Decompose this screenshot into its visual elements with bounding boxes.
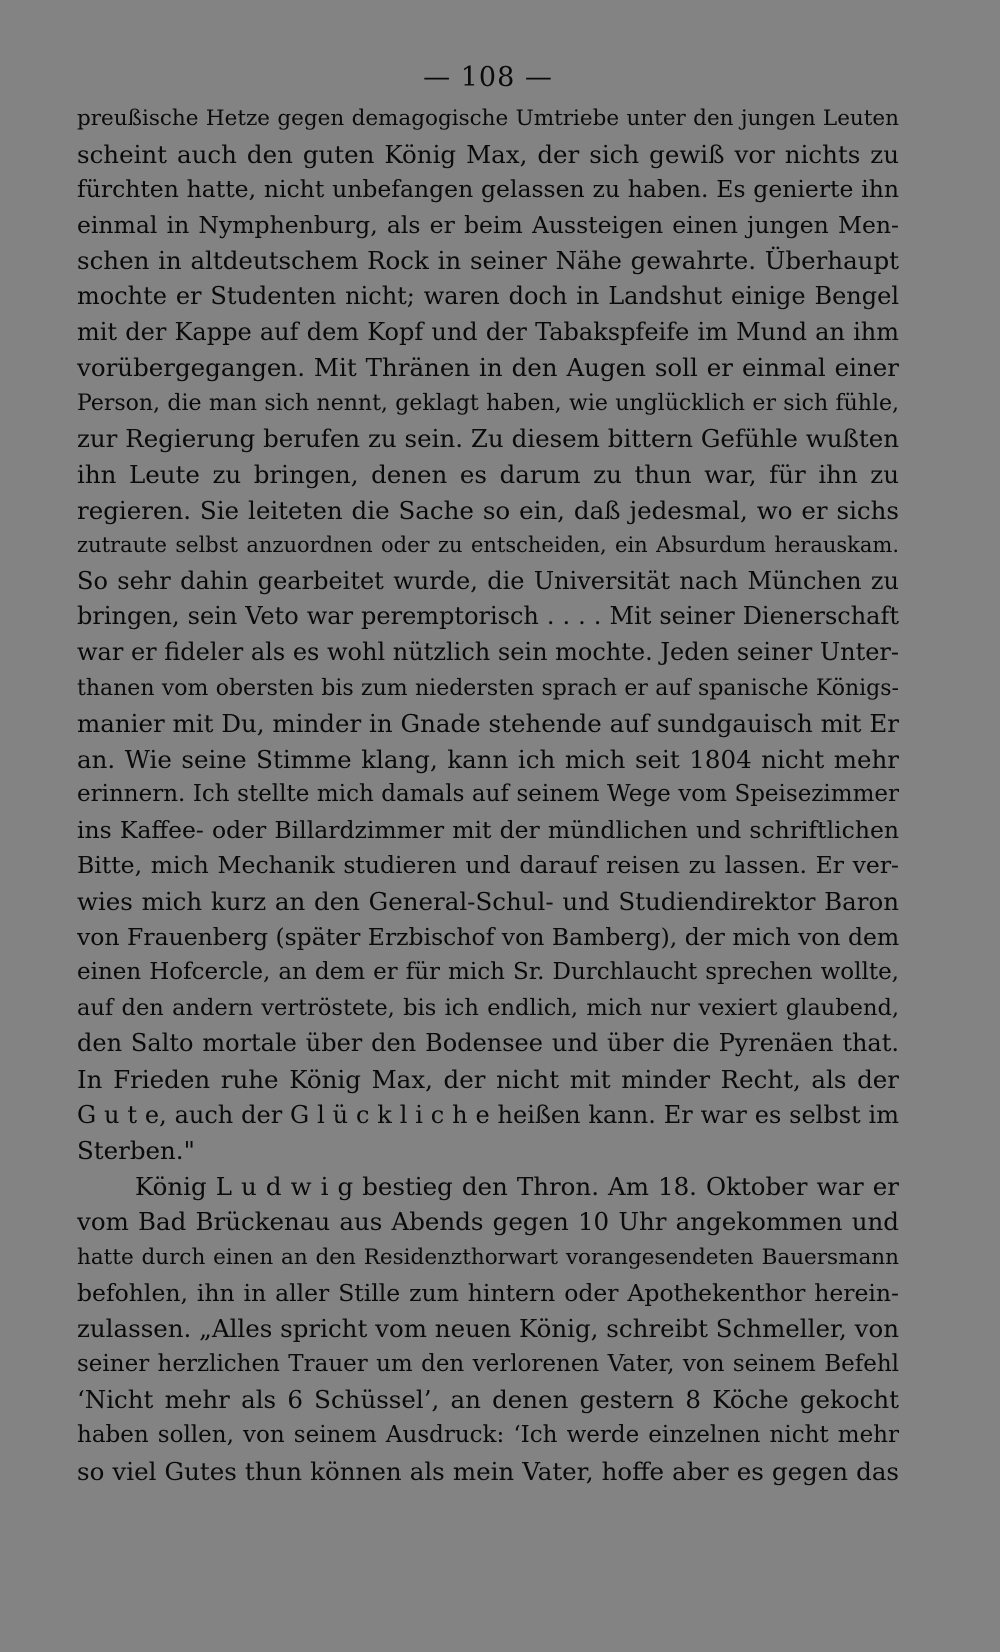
text-line: preußische Hetze gegen demagogische Umtriebe unter den jungen Leuten bbox=[77, 106, 899, 131]
page-number: — 108 — bbox=[423, 62, 553, 93]
text-line: G u t e, auch der G l ü c k l i c h e heißen kann. Er war es selbst im bbox=[77, 1100, 899, 1129]
text-line: Bitte, mich Mechanik studieren und darauf reisen zu lassen. Er ver- bbox=[77, 851, 899, 880]
text-line: einmal in Nymphenburg, als er beim Aussteigen einen jungen Men- bbox=[77, 210, 899, 239]
text-line: auf den andern vertröstete, bis ich endlich, mich nur vexiert glaubend, bbox=[77, 994, 899, 1021]
text-line: erinnern. Ich stellte mich damals auf seinem Wege vom Speisezimmer bbox=[77, 781, 899, 808]
text-line: scheint auch den guten König Max, der sich gewiß vor nichts zu bbox=[77, 139, 899, 169]
text-line: zur Regierung berufen zu sein. Zu diesem bittern Gefühle wußten bbox=[77, 424, 899, 454]
text-line: schen in altdeutschem Rock in seiner Nähe gewahrte. Überhaupt bbox=[77, 246, 899, 276]
text-line-paragraph-end: Sterben." bbox=[77, 1136, 195, 1166]
text-line: regieren. Sie leiteten die Sache so ein, daß jedesmal, wo er sichs bbox=[77, 495, 899, 525]
text-line: befohlen, ihn in aller Stille zum hintern oder Apothekenthor herein- bbox=[77, 1278, 899, 1307]
text-line: manier mit Du, minder in Gnade stehende auf sundgauisch mit Er bbox=[77, 709, 899, 739]
text-line: von Frauenberg (später Erzbischof von Bamberg), der mich von dem bbox=[77, 922, 899, 951]
text-line: zutraute selbst anzuordnen oder zu entscheiden, ein Absurdum herauskam. bbox=[77, 533, 899, 558]
text-line: wies mich kurz an den General-Schul- und Studiendirektor Baron bbox=[77, 887, 899, 917]
text-line: Person, die man sich nennt, geklagt haben, wie unglücklich er sich fühle, bbox=[77, 390, 899, 416]
text-line: haben sollen, von seinem Ausdruck: ‘Ich werde einzelnen nicht mehr bbox=[77, 1421, 899, 1448]
text-line-paragraph-start: König L u d w i g bestieg den Thron. Am 18. Oktober war er bbox=[135, 1171, 899, 1201]
text-line: ‘Nicht mehr als 6 Schüssel’, an denen gestern 8 Köche gekocht bbox=[77, 1385, 899, 1415]
book-page bbox=[77, 58, 899, 1489]
text-line: ihn Leute zu bringen, denen es darum zu thun war, für ihn zu bbox=[77, 459, 899, 489]
text-line: vom Bad Brückenau aus Abends gegen 10 Uhr angekommen und bbox=[77, 1207, 899, 1237]
text-line: einen Hofcercle, an dem er für mich Sr. Durchlaucht sprechen wollte, bbox=[77, 959, 899, 986]
text-line: mochte er Studenten nicht; waren doch in Landshut einige Bengel bbox=[77, 281, 899, 310]
text-line: In Frieden ruhe König Max, der nicht mit minder Recht, als der bbox=[77, 1065, 899, 1095]
text-line: vorübergegangen. Mit Thränen in den Augen soll er einmal einer bbox=[77, 353, 899, 383]
text-line: hatte durch einen an den Residenzthorwart vorangesendeten Bauersmann bbox=[77, 1245, 899, 1270]
text-line: ins Kaffee- oder Billardzimmer mit der mündlichen und schriftlichen bbox=[77, 815, 899, 844]
text-line: bringen, sein Veto war peremptorisch . . . . Mit seiner Dienerschaft bbox=[77, 602, 899, 631]
text-line: den Salto mortale über den Bodensee und über die Pyrenäen that. bbox=[77, 1029, 899, 1058]
text-line: thanen vom obersten bis zum niedersten sprach er auf spanische Königs- bbox=[77, 675, 899, 701]
text-line: fürchten hatte, nicht unbefangen gelassen zu haben. Es genierte ihn bbox=[77, 175, 899, 204]
text-line: seiner herzlichen Trauer um den verlorenen Vater, von seinem Befehl bbox=[77, 1350, 899, 1377]
text-line: mit der Kappe auf dem Kopf und der Tabakspfeife im Mund an ihm bbox=[77, 317, 899, 346]
body-text bbox=[77, 101, 899, 1489]
text-line: So sehr dahin gearbeitet wurde, die Universität nach München zu bbox=[77, 566, 899, 595]
text-line: zulassen. „Alles spricht vom neuen König, schreibt Schmeller, von bbox=[77, 1314, 899, 1344]
text-line: war er fideler als es wohl nützlich sein mochte. Jeden seiner Unter- bbox=[77, 637, 899, 666]
text-line: so viel Gutes thun können als mein Vater, hoffe aber es gegen das bbox=[77, 1456, 899, 1486]
text-line: an. Wie seine Stimme klang, kann ich mich seit 1804 nicht mehr bbox=[77, 744, 899, 774]
